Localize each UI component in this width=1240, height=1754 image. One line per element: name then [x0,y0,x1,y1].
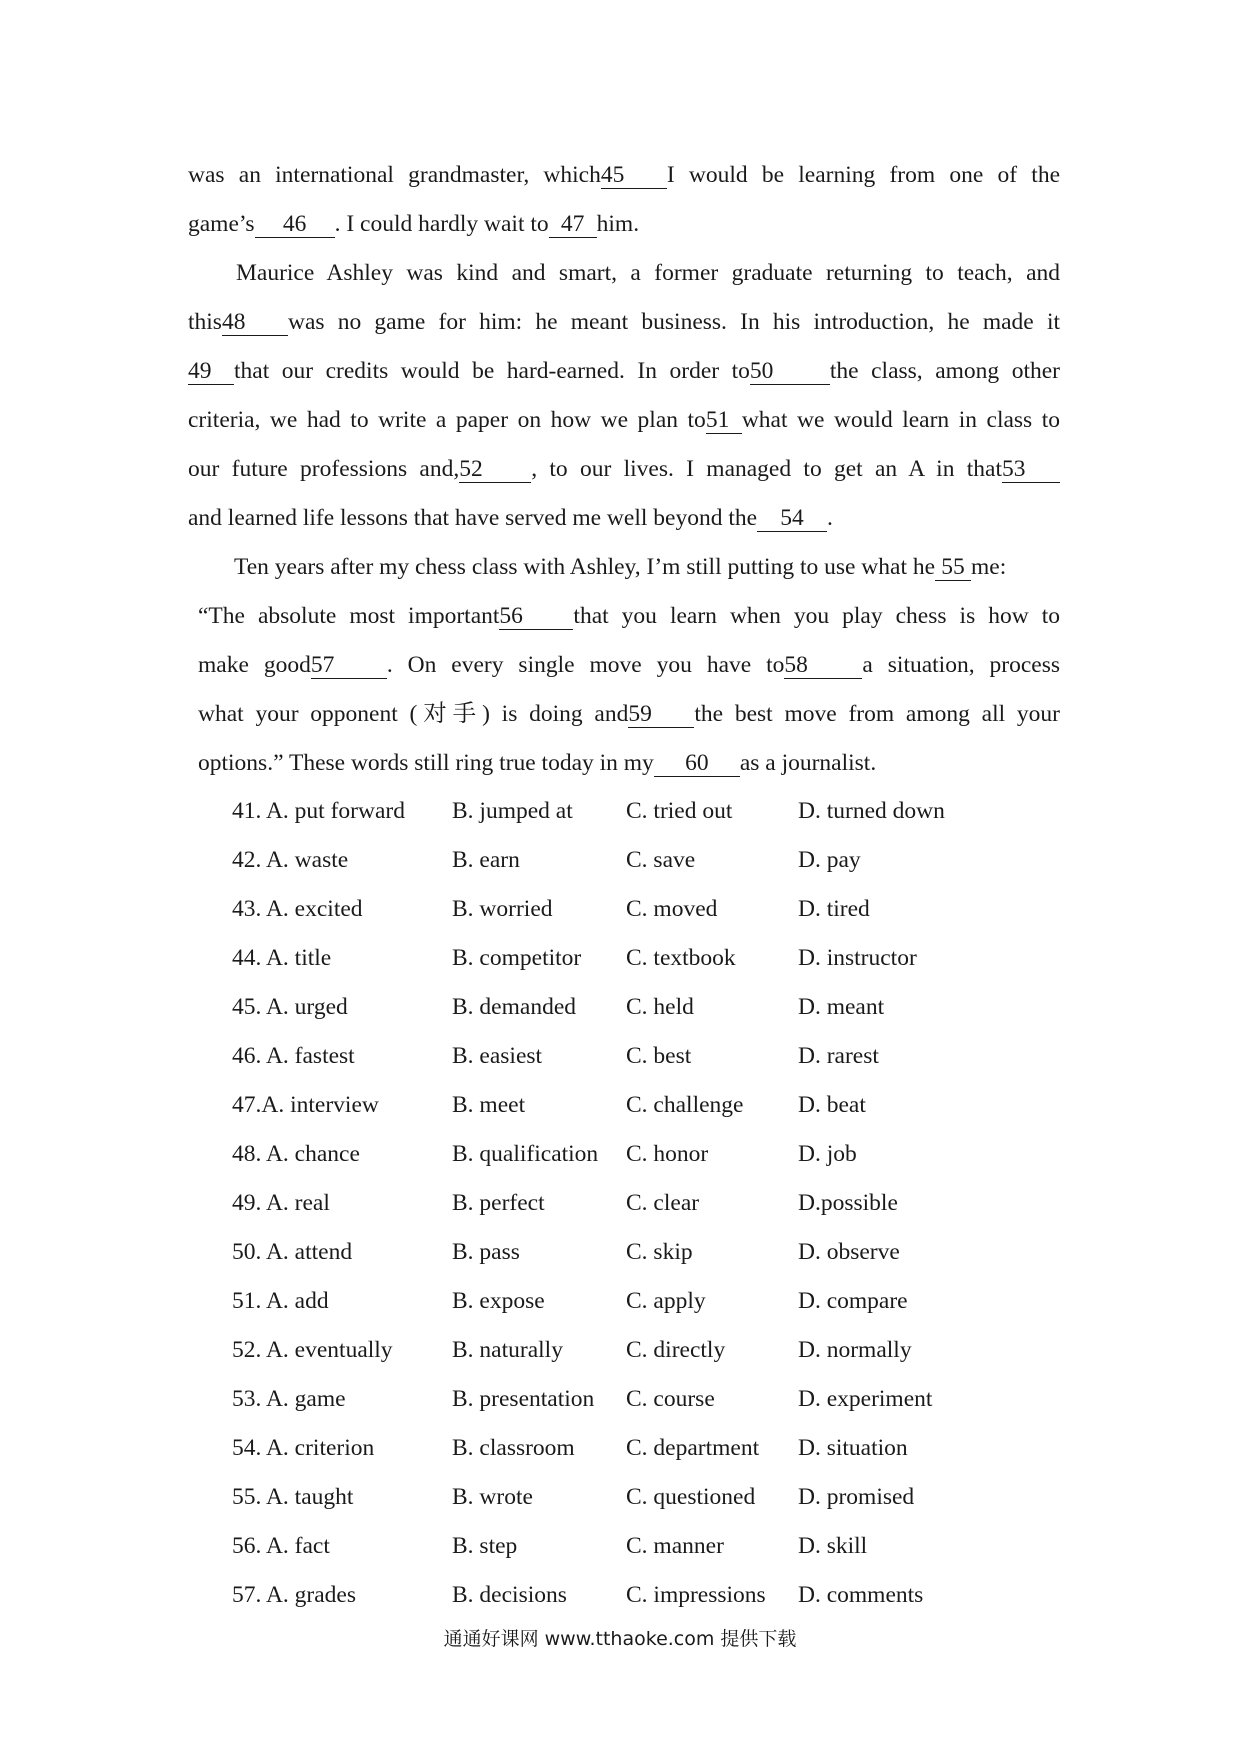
passage-line [198,641,1060,690]
option-row [232,934,992,983]
passage-text: him. [596,211,640,237]
option-b: B. pass [452,1239,520,1265]
option-b: B. demanded [452,994,576,1020]
passage-text: what your opponent (对手) is doing and [198,701,629,727]
option-row [232,1473,992,1522]
option-row [232,1179,992,1228]
passage-line [198,592,1060,641]
passage-line [188,396,1060,445]
option-d: D. comments [798,1582,924,1608]
passage-text: Ten years after my chess class with Ashley, I’m still putting to use what he [234,554,936,580]
passage-line [198,739,1060,788]
option-a: 44. A. title [232,945,332,971]
option-c: C. textbook [626,945,736,971]
option-d: D. normally [798,1337,912,1363]
passage-text: and learned life lessons that have served me well beyond the [188,505,758,531]
option-a: 43. A. excited [232,896,363,922]
blank-52: 52 [459,456,531,483]
passage-line [198,690,1060,739]
option-a: 52. A. eventually [232,1337,393,1363]
passage-text: was an international grandmaster, which [188,162,601,188]
option-c: C. department [626,1435,760,1461]
option-a: 41. A. put forward [232,798,405,824]
blank-46: 46 [255,211,335,238]
option-row [232,1130,992,1179]
passage-line [188,445,1060,494]
option-d: D. meant [798,994,885,1020]
passage-paragraph-1 [188,151,1060,249]
passage-text: game’s [188,211,255,237]
passage-line [188,298,1060,347]
option-b: B. wrote [452,1484,533,1510]
option-b: B. presentation [452,1386,595,1412]
option-row [232,1571,992,1620]
option-a: 46. A. fastest [232,1043,355,1069]
option-d: D. compare [798,1288,908,1314]
option-b: B. earn [452,847,520,873]
passage-text: me: [971,554,1007,580]
option-b: B. easiest [452,1043,543,1069]
blank-54: 54 [757,505,827,532]
passage-text: . On every single move you have to [386,652,785,678]
option-d: D. beat [798,1092,866,1118]
passage-text: . [827,505,833,531]
option-c: C. directly [626,1337,726,1363]
option-d: D. tired [798,896,870,922]
option-d: D. pay [798,847,861,873]
option-d: D. promised [798,1484,915,1510]
passage-text: that you learn when you play chess is how to [573,603,1060,629]
option-c: C. skip [626,1239,693,1265]
passage-text: as a journalist. [739,750,877,776]
passage-line [188,347,1060,396]
blank-58: 58 [784,652,862,679]
page-footer: 通通好课网 www.tthaoke.com 提供下载 [443,1628,797,1650]
option-row [232,1277,992,1326]
passage-line [198,543,1060,592]
option-row [232,1424,992,1473]
option-row [232,983,992,1032]
passage-paragraph-3 [198,543,1060,788]
option-c: C. save [626,847,696,873]
option-b: B. classroom [452,1435,575,1461]
option-b: B. naturally [452,1337,563,1363]
passage-text: Maurice Ashley was kind and smart, a former graduate returning to teach, and [236,260,1060,286]
option-c: C. best [626,1043,692,1069]
option-c: C. challenge [626,1092,744,1118]
option-a: 57. A. grades [232,1582,357,1608]
blank-50: 50 [750,358,830,385]
passage-text: options.” These words still ring true today in my [198,750,654,776]
option-d: D. observe [798,1239,900,1265]
option-a: 55. A. taught [232,1484,354,1510]
option-row [232,1522,992,1571]
blank-48: 48 [222,309,288,336]
blank-56: 56 [499,603,573,630]
option-row [232,1326,992,1375]
passage-text: what we would learn in class to [741,407,1060,433]
option-b: B. perfect [452,1190,545,1216]
option-c: C. clear [626,1190,700,1216]
option-a: 48. A. chance [232,1141,360,1167]
passage-text: that our credits would be hard-earned. In order to [234,358,750,384]
blank-60: 60 [654,750,740,777]
passage-text: our future professions and, [188,456,460,482]
option-c: C. manner [626,1533,724,1559]
blank-49: 49 [188,358,234,385]
option-a: 49. A. real [232,1190,330,1216]
option-c: C. impressions [626,1582,766,1608]
option-b: B. step [452,1533,518,1559]
option-b: B. meet [452,1092,526,1118]
option-b: B. expose [452,1288,545,1314]
passage-text: a situation, process [862,652,1061,678]
option-b: B. qualification [452,1141,599,1167]
option-a: 42. A. waste [232,847,349,873]
passage-text: “The absolute most important [198,603,500,629]
blank-57: 57 [311,652,387,679]
option-row [232,787,992,836]
option-row [232,1032,992,1081]
blank-59: 59 [628,701,694,728]
blank-45: 45 [601,162,667,189]
option-d: D. rarest [798,1043,879,1069]
option-row [232,1228,992,1277]
option-c: C. course [626,1386,715,1412]
option-d: D. skill [798,1533,868,1559]
passage-line [188,151,1060,200]
option-b: B. jumped at [452,798,573,824]
option-b: B. decisions [452,1582,567,1608]
passage-text: make good [198,652,311,678]
passage-text: I would be learning from one of the [666,162,1060,188]
passage-text: . I could hardly wait to [334,211,549,237]
option-a: 47.A. interview [232,1092,379,1118]
passage-text: criteria, we had to write a paper on how we plan to [188,407,706,433]
option-d: D. turned down [798,798,945,824]
passage-line [188,200,1060,249]
option-row [232,1081,992,1130]
option-d: D. job [798,1141,857,1167]
passage-text: the best move from among all your [694,701,1060,727]
option-c: C. tried out [626,798,733,824]
option-d: D. experiment [798,1386,933,1412]
passage-text: this [188,309,222,335]
option-c: C. moved [626,896,718,922]
passage-text: was no game for him: he meant business. In his introduction, he made it [287,309,1060,335]
option-row [232,885,992,934]
option-a: 45. A. urged [232,994,348,1020]
option-row [232,836,992,885]
blank-55: 55 [935,554,971,581]
option-c: C. honor [626,1141,709,1167]
passage-text: the class, among other [829,358,1060,384]
option-a: 56. A. fact [232,1533,330,1559]
option-b: B. worried [452,896,553,922]
option-a: 53. A. game [232,1386,346,1412]
blank-47: 47 [549,211,597,238]
option-a: 50. A. attend [232,1239,353,1265]
option-b: B. competitor [452,945,582,971]
option-c: C. apply [626,1288,706,1314]
options-list [232,787,992,1620]
passage-line [188,494,1060,543]
blank-51: 51 [706,407,742,434]
option-c: C. held [626,994,694,1020]
option-a: 54. A. criterion [232,1435,375,1461]
passage-paragraph-2 [188,249,1060,543]
option-d: D. instructor [798,945,917,971]
passage-text: , to our lives. I managed to get an A in that [531,456,1002,482]
option-d: D. situation [798,1435,908,1461]
option-row [232,1375,992,1424]
blank-53: 53 [1002,456,1060,483]
option-a: 51. A. add [232,1288,329,1314]
option-d: D.possible [798,1190,898,1216]
option-c: C. questioned [626,1484,756,1510]
passage-line [188,249,1060,298]
